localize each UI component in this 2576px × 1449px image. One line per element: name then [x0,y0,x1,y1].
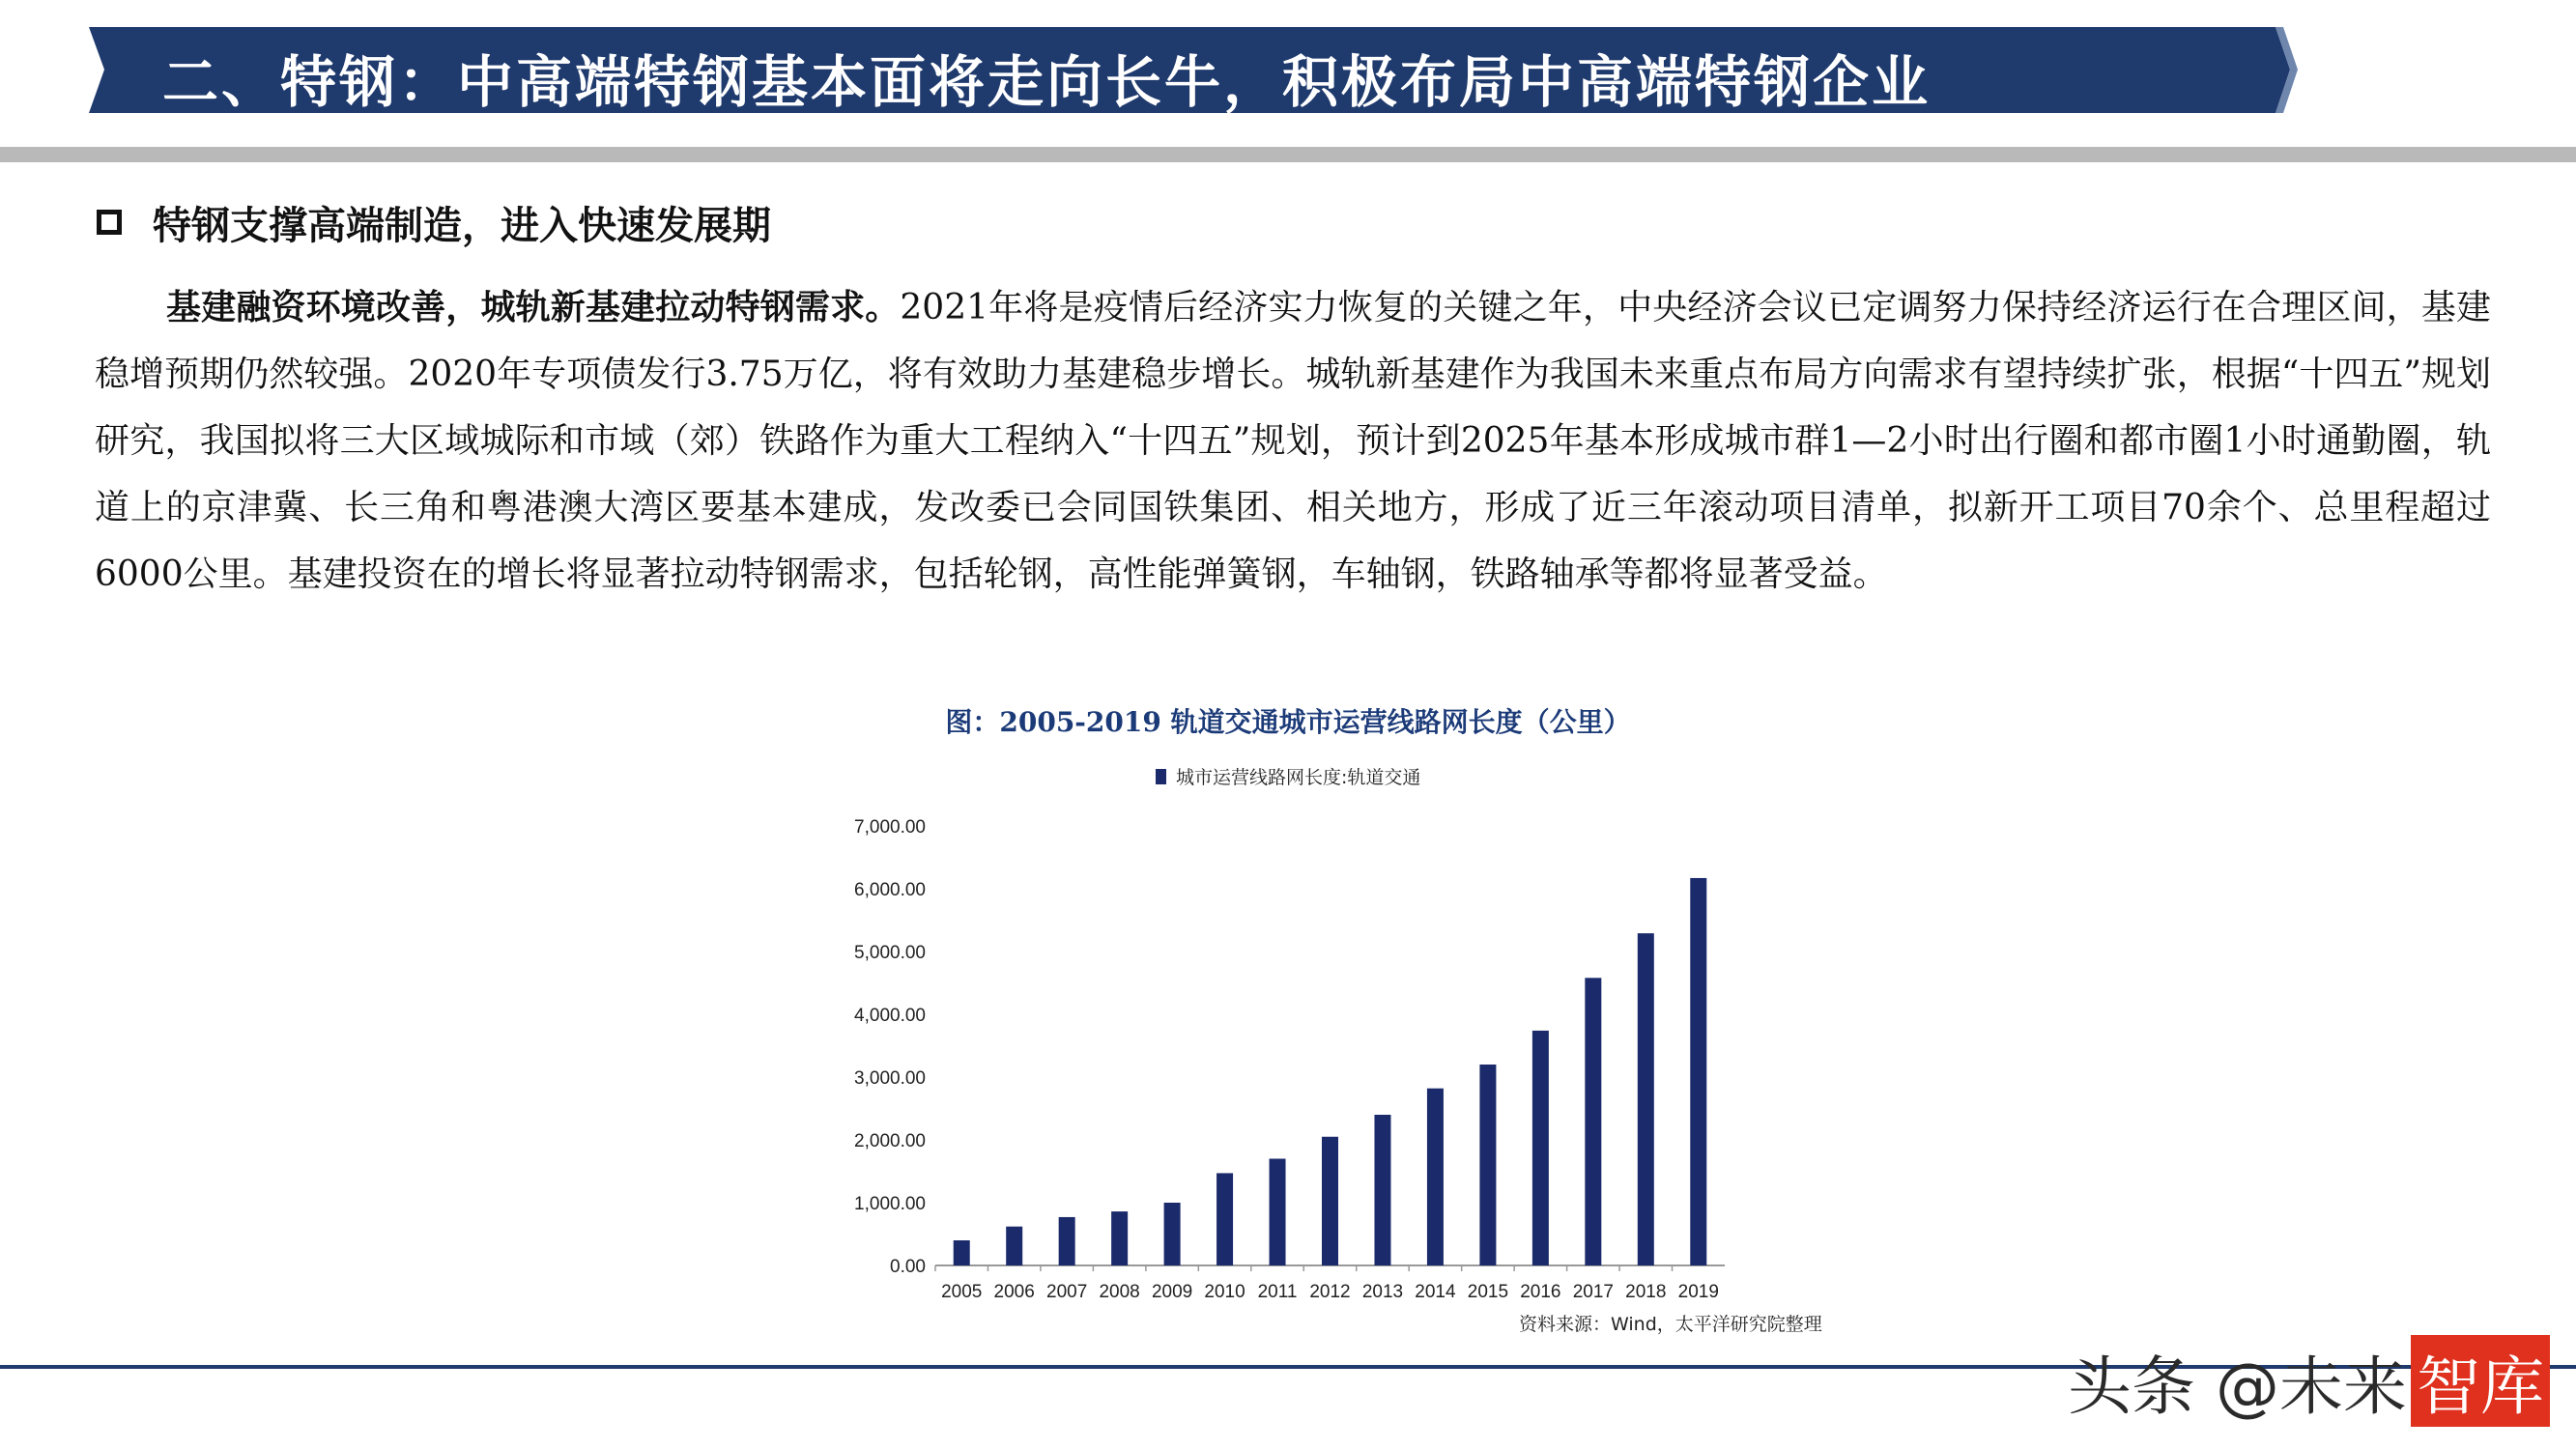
chart-legend [1156,763,1420,789]
y-tick-label: 6,000.00 [854,880,926,900]
x-tick-label: 2010 [1204,1282,1245,1302]
bar-chart [792,802,1759,1314]
chart-source: 资料来源：Wind，太平洋研究院整理 [1519,1314,1822,1335]
bar-2016 [1532,1031,1549,1265]
section-title: 特钢支撑高端制造，进入快速发展期 [153,202,771,248]
x-tick-label: 2006 [993,1282,1035,1302]
y-tick-label: 1,000.00 [854,1194,926,1214]
bar-2011 [1270,1159,1286,1266]
x-tick-label: 2008 [1099,1282,1140,1302]
section-heading [97,193,771,251]
bar-2006 [1006,1227,1022,1265]
x-tick-label: 2011 [1257,1282,1298,1302]
y-tick-label: 3,000.00 [854,1068,926,1089]
paragraph-lead: 基建融资环境改善，城轨新基建拉动特钢需求。 [166,287,901,327]
bar-2007 [1059,1217,1075,1265]
y-tick-label: 0.00 [890,1257,926,1277]
chart-title: 图：2005-2019 轨道交通城市运营线路网长度（公里） [945,706,1631,738]
x-tick-label: 2014 [1415,1282,1456,1302]
legend-swatch [1156,769,1166,784]
legend-label: 城市运营线路网长度:轨道交通 [1176,767,1421,788]
page-title: 二、特钢：中高端特钢基本面将走向长牛，积极布局中高端特钢企业 [162,49,1932,115]
bar-2008 [1111,1211,1128,1265]
watermark-logo-box: 智库 [2411,1335,2550,1427]
y-tick-label: 4,000.00 [854,1006,926,1026]
x-tick-label: 2019 [1677,1282,1719,1302]
bar-2010 [1216,1173,1233,1265]
x-tick-label: 2013 [1361,1282,1404,1302]
header-banner [0,0,2576,135]
bar-2019 [1690,878,1706,1265]
x-tick-label: 2007 [1046,1282,1088,1302]
bar-2014 [1427,1089,1444,1265]
x-tick-label: 2009 [1151,1282,1193,1302]
x-tick-label: 2016 [1520,1282,1561,1302]
bar-2013 [1374,1115,1390,1265]
watermark [2068,1335,2550,1427]
y-tick-label: 7,000.00 [854,817,926,838]
body-paragraph [95,274,2491,608]
x-tick-label: 2012 [1309,1282,1351,1302]
x-tick-label: 2015 [1467,1282,1509,1302]
header-divider [0,147,2576,162]
x-tick-label: 2005 [941,1282,983,1302]
bar-2009 [1164,1203,1181,1265]
y-tick-label: 2,000.00 [854,1131,926,1151]
bar-2017 [1585,978,1601,1265]
y-tick-label: 5,000.00 [854,943,926,963]
bar-2012 [1322,1137,1338,1265]
watermark-text: 头条 @未来 [2068,1350,2407,1424]
x-tick-label: 2017 [1572,1282,1614,1302]
x-tick-label: 2018 [1625,1282,1667,1302]
bar-2005 [954,1240,970,1265]
bar-2018 [1638,933,1654,1265]
paragraph-body: 2021年将是疫情后经济实力恢复的关键之年，中央经济会议已定调努力保持经济运行在合理区间，基建稳增预期仍然较强。2020年专项债发行3.75万亿，将有效助力基建稳步增长。城轨新基建作为我国未来重点布局方向需求有望持续扩张，根据“十四五”规划研究，我国拟将三大区域城际和市域（郊）铁路作为重大工程纳入“十四五”规划，预计到2025年基本形成城市群1—2小时出行圈和都市圈1小时通勤圈，轨道上的京津冀、长三角和粤港澳大湾区要基本建成，发改委已会同国铁集团、相关地方，形成了近三年滚动项目清单，拟新开工项目70余个、总里程超过6000公里。基建投资在的增长将显著拉动特钢需求，包括轮钢，高性能弹簧钢，车轴钢，铁路轴承等都将显著受益。 [95,288,2491,594]
bar-2015 [1479,1065,1496,1265]
square-bullet-icon [97,210,122,235]
